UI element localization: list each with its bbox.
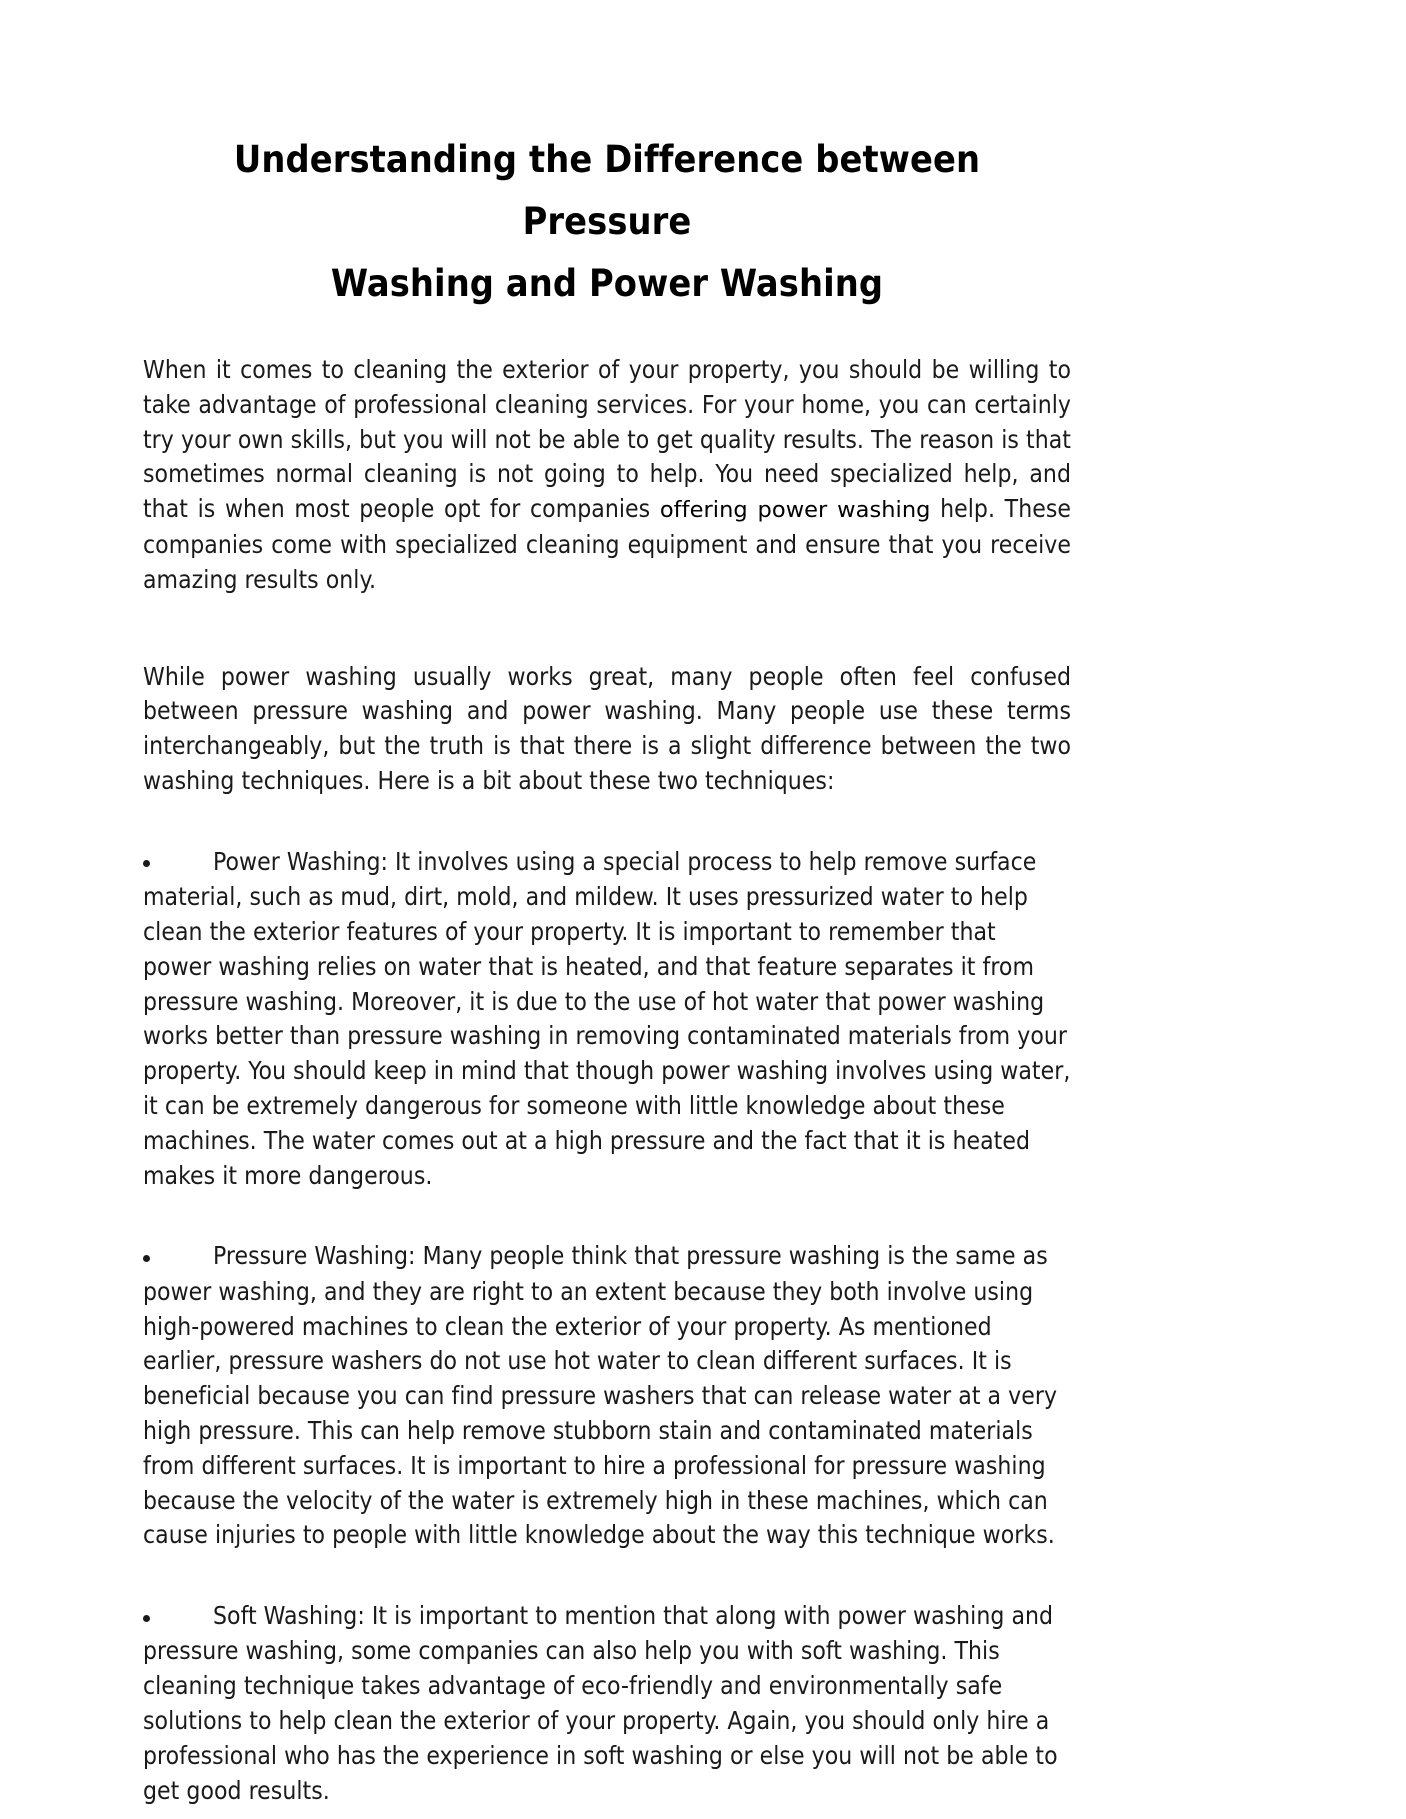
list-item-text: Soft Washing: It is important to mention that along with power washing and pressure washing, some companies can also help you with soft washing. This cleaning technique takes advantage of eco-friendly and environmentally safe solutions to help clean the exterior of your property. Again, you should only hire a professional who has the experience in soft washing or else you will not be able to get good results. bbox=[143, 1601, 1058, 1805]
bullet-icon bbox=[143, 1237, 151, 1272]
list-item bbox=[143, 845, 1071, 1194]
bullet-icon bbox=[143, 842, 151, 877]
spacer bbox=[143, 1193, 1071, 1239]
document-body bbox=[143, 128, 1071, 1808]
intro-paragraph-text-after-link: help. These companies come with specialized cleaning equipment and ensure that you receive amazing results only. bbox=[143, 494, 1071, 594]
list-item-text: Pressure Washing: Many people think that pressure washing is the same as power washing, and they are right to an extent because they both involve using high-powered machines to clean the exterior of your property. As mentioned earlier, pressure washers do not use hot water to clean different surfaces. It is beneficial because you can find pressure washers that can release water at a very high pressure. This can help remove stubborn stain and contaminated materials from different surfaces. It is important to hire a professional for pressure washing because the velocity of the water is extremely high in these machines, which can cause injuries to people with little knowledge about the way this technique works. bbox=[143, 1241, 1058, 1550]
page-title-line-1: Understanding the Difference between Pressure bbox=[233, 137, 981, 243]
list-item bbox=[143, 1239, 1071, 1553]
spacer bbox=[143, 1553, 1071, 1599]
intro-paragraph-text-before-link: When it comes to cleaning the exterior of your property, you should be willing to take advantage of professional cleaning services. For your home, you can certainly try your own skills, but you will not be able to get quality results. The reason is that sometimes normal cleaning is not going to help. You need specialized help, and that is when most people opt for companies bbox=[143, 355, 1071, 524]
list-item bbox=[143, 1599, 1071, 1808]
bullet-icon bbox=[143, 1597, 151, 1632]
spacer bbox=[143, 330, 1071, 353]
power-washing-link[interactable]: offering power washing bbox=[659, 497, 931, 524]
page-title-line-2: Washing and Power Washing bbox=[330, 261, 884, 305]
second-paragraph: While power washing usually works great, many people often feel confused between pressure washing and power washing. Many people use these terms interchangeably, but the truth is that there is a slight difference between the two washing techniques. Here is a bit about these two techniques: bbox=[143, 661, 1071, 795]
spacer bbox=[143, 598, 1071, 660]
list-item-text: Power Washing: It involves using a special process to help remove surface material, such as mud, dirt, mold, and mildew. It uses pressurized water to help clean the exterior features of your property. It is important to remember that power washing relies on water that is heated, and that feature separates it from pressure washing. Moreover, it is due to the use of hot water that power washing works better than pressure washing in removing contaminated materials from your property. You should keep in mind that though power washing involves using water, it can be extremely dangerous for someone with little knowledge about these machines. The water comes out at a high pressure and the fact that it is heated makes it more dangerous. bbox=[143, 846, 1071, 1190]
spacer bbox=[143, 799, 1071, 845]
page-title bbox=[143, 128, 1071, 314]
intro-paragraph bbox=[143, 353, 1071, 598]
